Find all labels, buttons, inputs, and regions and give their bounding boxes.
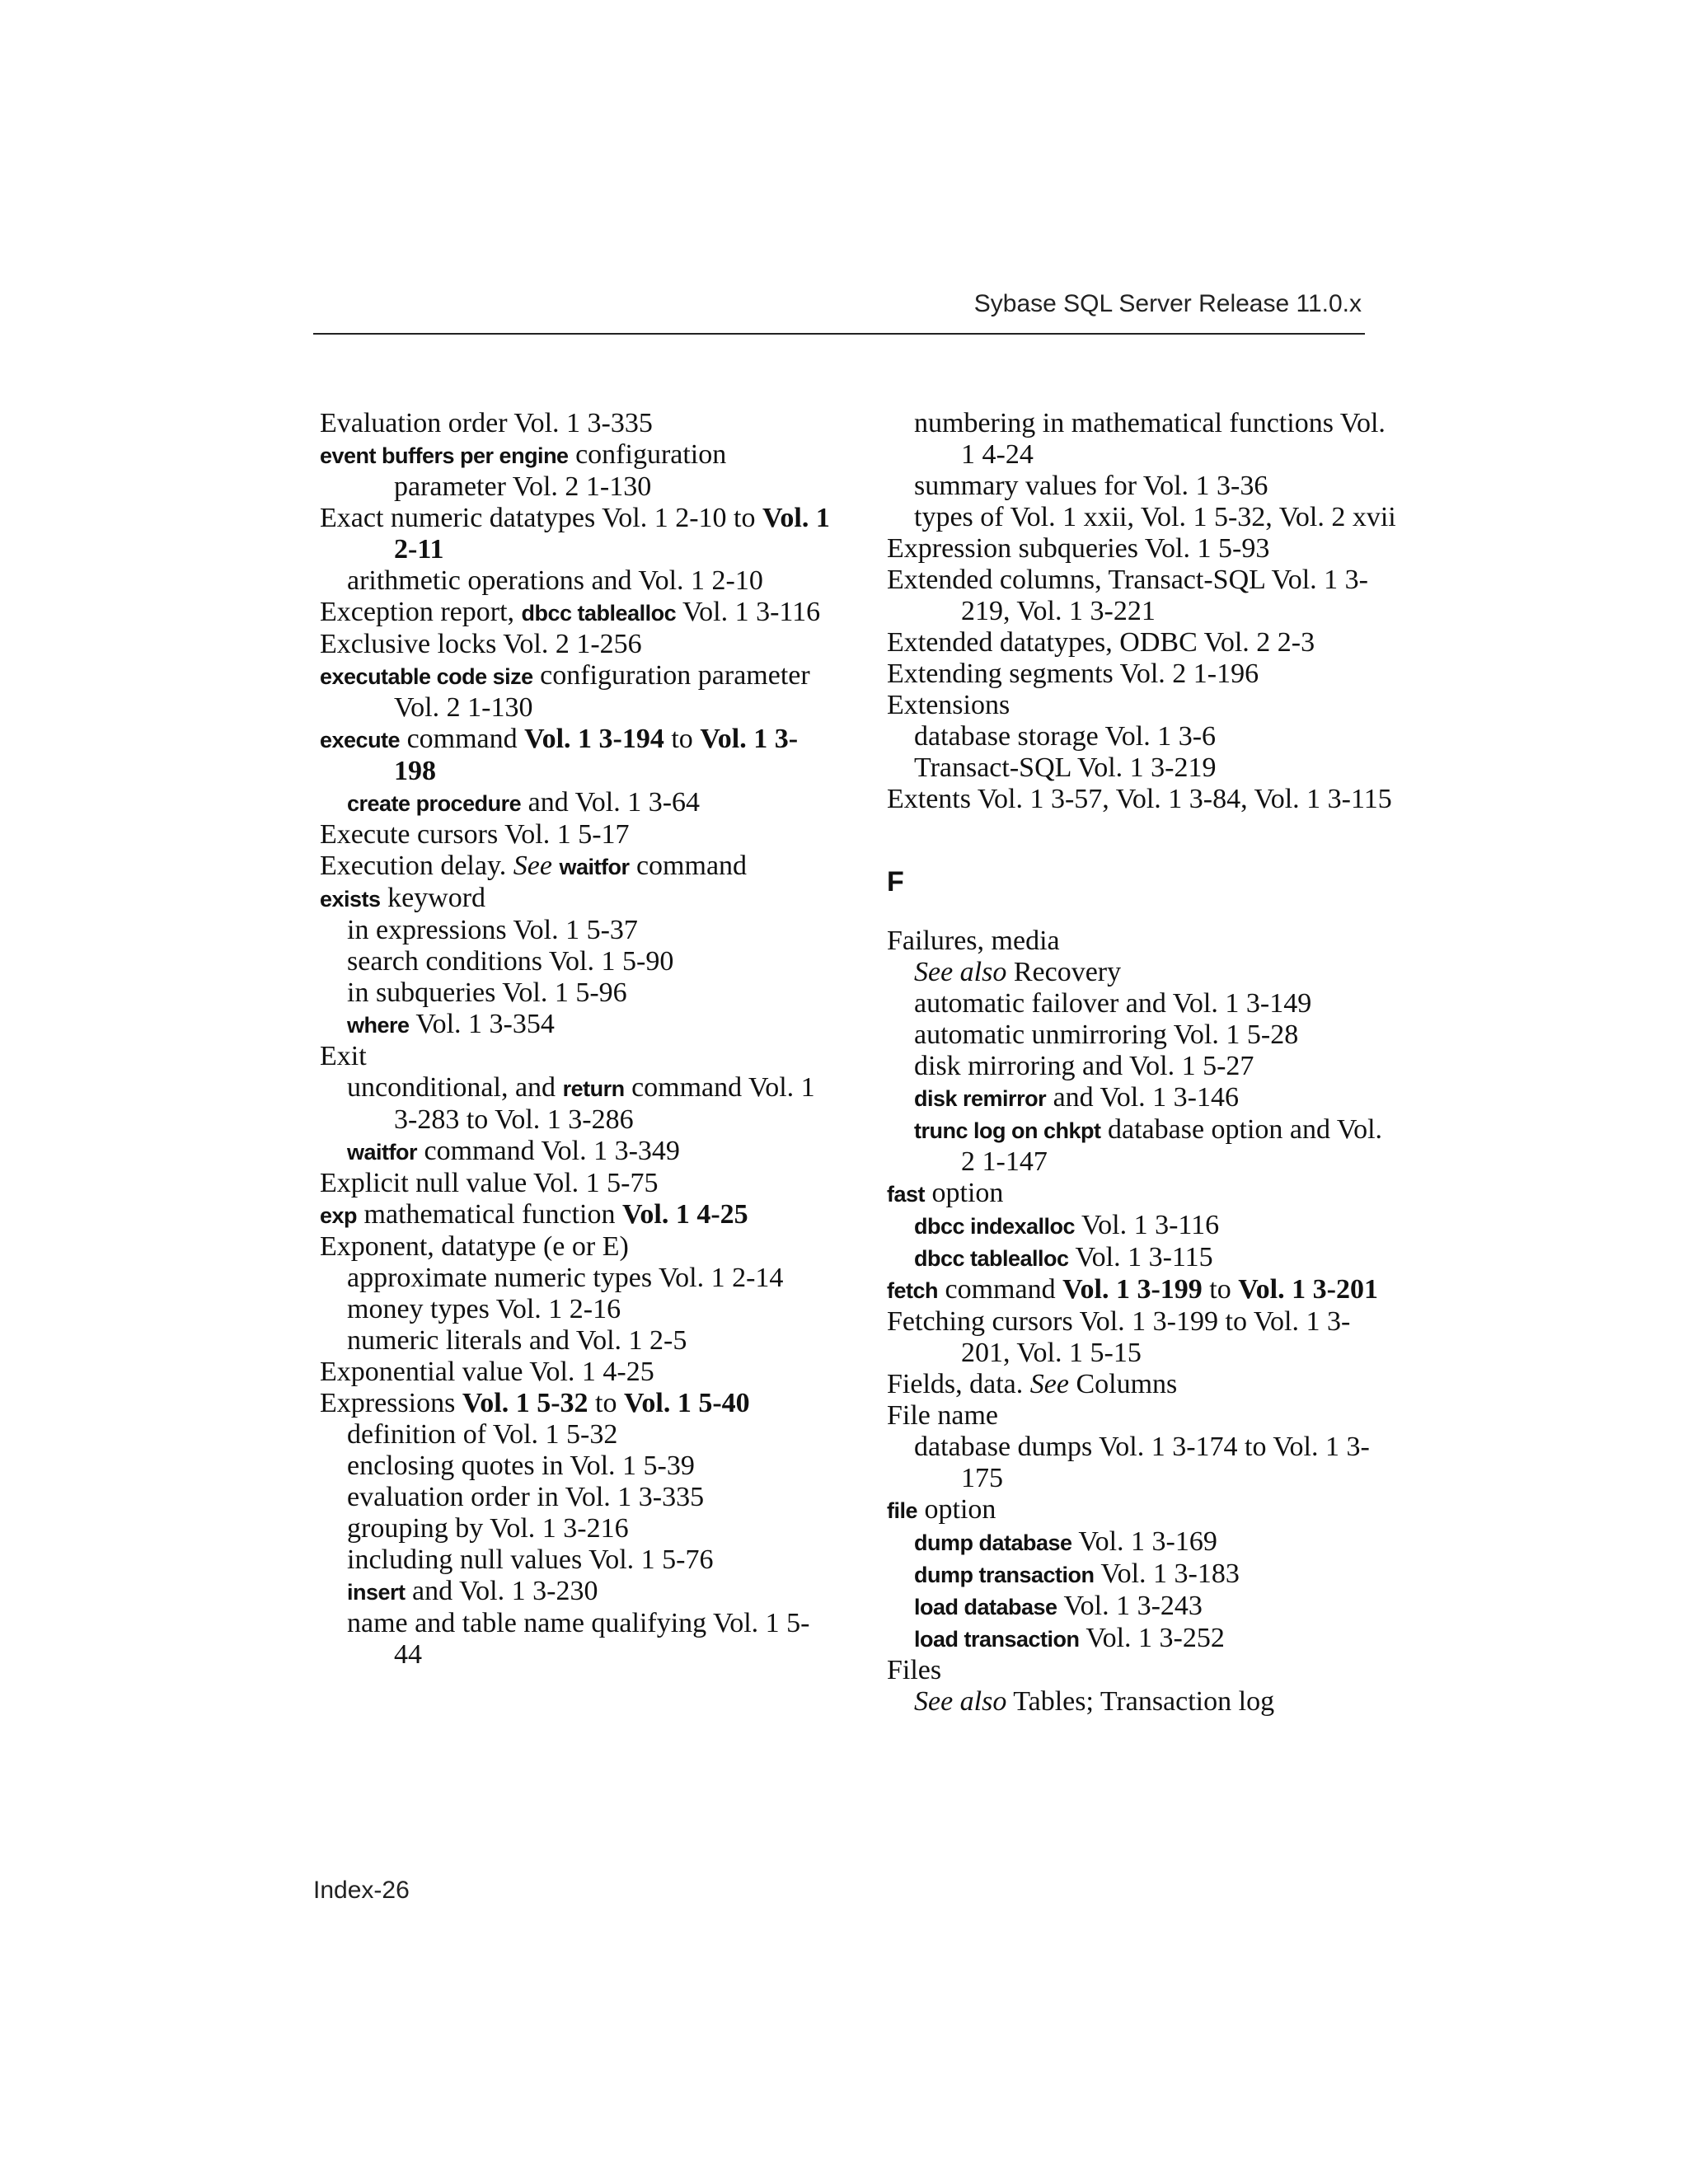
entry-text: name and table name qualifying Vol. 1 5-44	[347, 1608, 810, 1670]
header-title: Sybase SQL Server Release 11.0.x	[973, 290, 1362, 317]
code-term: fetch	[887, 1278, 939, 1303]
entry-text: Exact numeric datatypes Vol. 1 2-10 to	[320, 503, 762, 533]
index-subentry	[320, 915, 831, 946]
entry-text: configuration parameter Vol. 2 1-130	[394, 439, 727, 502]
entry-text: summary values for Vol. 1 3-36	[914, 471, 1268, 501]
entry-text: arithmetic operations and Vol. 1 2-10	[347, 565, 763, 596]
code-term: dbcc tablealloc	[914, 1246, 1069, 1271]
entry-text: Columns	[1068, 1369, 1178, 1399]
entry-text: Exponential value Vol. 1 4-25	[320, 1357, 654, 1387]
entry-text: automatic unmirroring Vol. 1 5-28	[914, 1019, 1299, 1050]
entry-text: Vol. 1 3-243	[1057, 1591, 1203, 1621]
entry-text: Fields, data.	[887, 1369, 1030, 1399]
entry-text: Expression subqueries Vol. 1 5-93	[887, 533, 1270, 564]
index-subentry	[887, 1526, 1398, 1558]
index-entry	[887, 690, 1398, 721]
entry-text: numeric literals and Vol. 1 2-5	[347, 1325, 687, 1356]
primary-page-ref: Vol. 1 3-198	[394, 724, 799, 786]
index-entry	[320, 1199, 831, 1231]
entry-text: Extended columns, Transact-SQL Vol. 1 3-219, Vol. 1 3-221	[887, 565, 1368, 626]
index-subentry	[320, 1263, 831, 1294]
index-subentry	[320, 1608, 831, 1671]
entry-text: Extents Vol. 1 3-57, Vol. 1 3-84, Vol. 1 3-115	[887, 784, 1392, 814]
index-subentry	[887, 1558, 1398, 1591]
entry-text: in expressions Vol. 1 5-37	[347, 915, 638, 945]
entry-text: database storage Vol. 1 3-6	[914, 721, 1217, 752]
index-entry	[887, 1494, 1398, 1526]
index-entry	[320, 629, 831, 660]
entry-text: Vol. 1 3-116	[1075, 1210, 1220, 1240]
entry-text: Transact-SQL Vol. 1 3-219	[914, 752, 1217, 783]
index-subentry	[887, 1082, 1398, 1114]
entry-text: Failures, media	[887, 926, 1060, 956]
index-subentry	[320, 1136, 831, 1168]
index-subentry	[320, 1482, 831, 1513]
entry-text: Vol. 1 3-252	[1079, 1623, 1225, 1653]
index-subentry	[887, 408, 1398, 471]
index-entry	[887, 1369, 1398, 1400]
index-subentry	[320, 946, 831, 977]
index-entry	[887, 1178, 1398, 1210]
running-header	[313, 288, 1365, 335]
index-subentry	[320, 1325, 831, 1357]
code-term: executable code size	[320, 664, 533, 689]
entry-text: Evaluation order Vol. 1 3-335	[320, 408, 653, 438]
entry-text: Fetching cursors Vol. 1 3-199 to Vol. 1 3-201, Vol. 1 5-15	[887, 1306, 1351, 1368]
entry-text: Tables; Transaction log	[1006, 1686, 1275, 1717]
entry-text: unconditional, and	[347, 1072, 563, 1103]
cross-ref-label: See	[1029, 1369, 1069, 1399]
entry-text: types of Vol. 1 xxii, Vol. 1 5-32, Vol. 2 xvii	[914, 502, 1396, 532]
code-term: fast	[887, 1182, 926, 1207]
index-subentry	[320, 1513, 831, 1544]
code-term: event buffers per engine	[320, 443, 569, 468]
entry-text: Extensions	[887, 690, 1010, 720]
entry-text: Files	[887, 1655, 942, 1685]
entry-text: and Vol. 1 3-64	[521, 787, 701, 818]
index-entry	[320, 1388, 831, 1419]
entry-text: Explicit null value Vol. 1 5-75	[320, 1168, 659, 1198]
entry-text: Extending segments Vol. 2 1-196	[887, 658, 1259, 689]
entry-text: command Vol. 1 3-349	[417, 1136, 680, 1166]
code-term: disk remirror	[914, 1086, 1047, 1111]
entry-text: enclosing quotes in Vol. 1 5-39	[347, 1451, 695, 1481]
index-entry	[887, 627, 1398, 658]
index-letter-heading: F	[887, 866, 904, 898]
entry-text: command Vol. 1 3-283 to Vol. 1 3-286	[394, 1072, 815, 1135]
entry-text: File name	[887, 1400, 999, 1431]
index-entry	[320, 1357, 831, 1388]
index-entry	[320, 597, 831, 629]
index-entry	[320, 439, 831, 503]
cross-ref-label: See also	[914, 1686, 1007, 1717]
index-entry	[320, 1231, 831, 1263]
entry-text: configuration parameter Vol. 2 1-130	[394, 660, 810, 723]
code-term: dbcc indexalloc	[914, 1214, 1076, 1239]
index-subentry	[320, 1009, 831, 1041]
code-term: load database	[914, 1595, 1057, 1619]
index-entry	[887, 658, 1398, 690]
index-subentry	[887, 988, 1398, 1019]
index-subentry	[887, 502, 1398, 533]
entry-text: option	[917, 1494, 996, 1525]
code-term: trunc log on chkpt	[914, 1118, 1101, 1143]
primary-page-ref: Vol. 1 5-32	[462, 1388, 588, 1418]
index-subentry	[887, 721, 1398, 752]
entry-text: Vol. 1 3-169	[1071, 1526, 1217, 1557]
entry-text: grouping by Vol. 1 3-216	[347, 1513, 629, 1544]
code-term: file	[887, 1498, 918, 1523]
entry-text: command	[629, 851, 748, 881]
index-subentry	[887, 1432, 1398, 1494]
index-column-left	[320, 408, 831, 1671]
primary-page-ref: Vol. 1 3-194	[524, 724, 664, 754]
index-entry	[320, 660, 831, 724]
entry-text: and Vol. 1 3-146	[1046, 1082, 1239, 1113]
primary-page-ref: Vol. 1 2-11	[394, 503, 830, 565]
index-subentry	[320, 787, 831, 819]
index-entry	[887, 926, 1398, 957]
entry-text: command	[400, 724, 525, 754]
index-subentry	[320, 977, 831, 1009]
primary-page-ref: Vol. 1 5-40	[623, 1388, 750, 1418]
entry-text: evaluation order in Vol. 1 3-335	[347, 1482, 705, 1512]
entry-text: to	[1202, 1274, 1239, 1305]
index-subentry	[320, 1451, 831, 1482]
entry-text: approximate numeric types Vol. 1 2-14	[347, 1263, 784, 1293]
index-subentry	[887, 1210, 1398, 1242]
entry-text: Execution delay.	[320, 851, 513, 881]
index-entry	[320, 819, 831, 851]
code-term: where	[347, 1013, 410, 1038]
index-subentry	[887, 1591, 1398, 1623]
entry-text: Vol. 1 3-354	[409, 1009, 555, 1039]
index-subentry	[887, 1051, 1398, 1082]
index-entry	[320, 851, 831, 883]
code-term: waitfor	[559, 855, 630, 879]
code-term: exp	[320, 1203, 358, 1228]
index-subentry	[320, 1072, 831, 1136]
primary-page-ref: Vol. 1 3-201	[1238, 1274, 1378, 1305]
entry-text: search conditions Vol. 1 5-90	[347, 946, 674, 977]
entry-text: disk mirroring and Vol. 1 5-27	[914, 1051, 1254, 1081]
entry-text: in subqueries Vol. 1 5-96	[347, 977, 627, 1008]
entry-text: numbering in mathematical functions Vol. 1 4-24	[914, 408, 1386, 470]
index-entry	[887, 784, 1398, 815]
entry-text: Exit	[320, 1041, 367, 1071]
entry-text: automatic failover and Vol. 1 3-149	[914, 988, 1312, 1019]
index-subentry	[887, 471, 1398, 502]
index-entry	[887, 1306, 1398, 1369]
entry-text: Extended datatypes, ODBC Vol. 2 2-3	[887, 627, 1315, 658]
entry-text: Exception report,	[320, 597, 522, 627]
index-subentry	[320, 1294, 831, 1325]
entry-text: Recovery	[1006, 957, 1122, 987]
entry-text: keyword	[380, 883, 486, 913]
code-term: create procedure	[347, 791, 522, 816]
primary-page-ref: Vol. 1 3-199	[1062, 1274, 1203, 1305]
code-term: load transaction	[914, 1627, 1080, 1652]
entry-text: mathematical function	[357, 1199, 622, 1230]
index-entry	[887, 1655, 1398, 1686]
cross-ref-label: See	[513, 851, 552, 881]
index-entry	[887, 565, 1398, 627]
index-subentry	[887, 1114, 1398, 1178]
entry-text: Vol. 1 3-116	[676, 597, 821, 627]
entry-text: to	[588, 1388, 624, 1418]
entry-text: Exponent, datatype (e or E)	[320, 1231, 629, 1262]
code-term: dump database	[914, 1530, 1072, 1555]
entry-text: definition of Vol. 1 5-32	[347, 1419, 618, 1450]
index-subentry	[887, 1019, 1398, 1051]
page-number: Index-26	[313, 1877, 410, 1904]
entry-text: option	[925, 1178, 1004, 1208]
entry-text: money types Vol. 1 2-16	[347, 1294, 621, 1324]
primary-page-ref: Vol. 1 4-25	[621, 1199, 748, 1230]
entry-text: Vol. 1 3-183	[1094, 1558, 1240, 1589]
index-entry	[320, 408, 831, 439]
entry-text: Exclusive locks Vol. 2 1-256	[320, 629, 642, 659]
entry-text: to	[663, 724, 701, 754]
index-entry	[320, 503, 831, 565]
code-term: insert	[347, 1580, 406, 1605]
index-subentry	[887, 957, 1398, 988]
index-subentry	[887, 752, 1398, 784]
index-subentry	[320, 1576, 831, 1608]
entry-text: database dumps Vol. 1 3-174 to Vol. 1 3-175	[914, 1432, 1370, 1493]
code-term: dbcc tablealloc	[521, 601, 677, 626]
index-subentry	[887, 1242, 1398, 1274]
index-entry	[320, 1041, 831, 1072]
code-term: return	[562, 1076, 625, 1101]
index-entry	[887, 1274, 1398, 1306]
code-term: execute	[320, 728, 401, 752]
entry-text: Expressions	[320, 1388, 462, 1418]
index-subentry	[887, 1623, 1398, 1655]
cross-ref-label: See also	[914, 957, 1007, 987]
index-column-right	[887, 408, 1398, 1718]
index-entry	[887, 1400, 1398, 1432]
index-subentry	[320, 1419, 831, 1451]
index-entry	[887, 533, 1398, 565]
code-term: waitfor	[347, 1140, 418, 1165]
entry-text: Execute cursors Vol. 1 5-17	[320, 819, 630, 850]
entry-text: and Vol. 1 3-230	[405, 1576, 598, 1606]
index-entry	[320, 1168, 831, 1199]
index-subentry	[887, 1686, 1398, 1718]
index-entry	[320, 883, 831, 915]
entry-text: command	[938, 1274, 1063, 1305]
index-subentry	[320, 1544, 831, 1576]
code-term: dump transaction	[914, 1563, 1095, 1587]
entry-text: including null values Vol. 1 5-76	[347, 1544, 714, 1575]
entry-text: database option and Vol. 2 1-147	[961, 1114, 1383, 1177]
code-term: exists	[320, 887, 381, 912]
entry-text: Vol. 1 3-115	[1068, 1242, 1213, 1272]
index-subentry	[320, 565, 831, 597]
index-entry	[320, 724, 831, 787]
